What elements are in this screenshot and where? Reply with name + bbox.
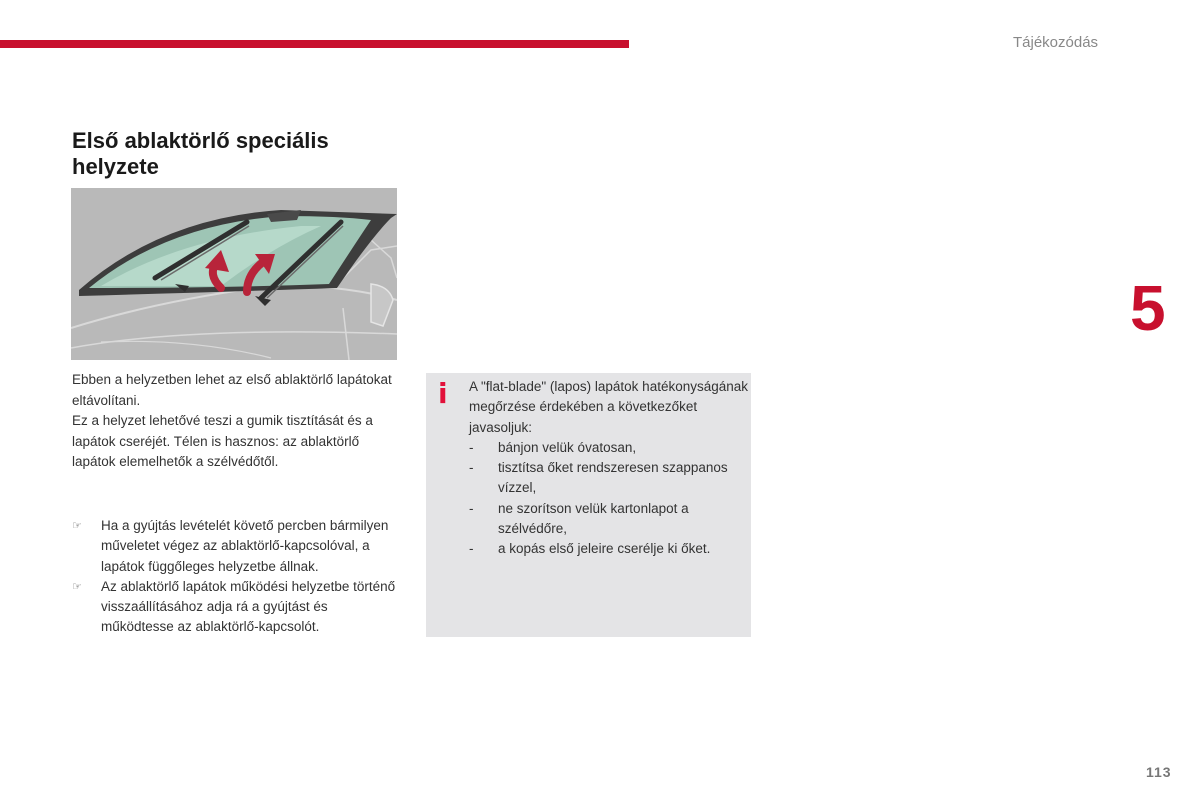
section-title: Tájékozódás [1013, 34, 1099, 51]
hand-pointer-icon: ☞ [72, 580, 82, 593]
info-list [469, 438, 749, 560]
instruction-text: Ha a gyújtás levételét követő percben bármilyen műveletet végez az ablaktörlő-kapcsolóval, a lapátok függőleges helyzetbe állnak. [101, 518, 389, 574]
info-icon: i [438, 377, 448, 410]
windscreen-wiper-illustration [71, 188, 397, 360]
info-list-item: - tisztítsa őket rendszeresen szappanos vízzel, [469, 460, 728, 496]
intro-line: Ebben a helyzetben lehet az első ablaktörlő lapátokat eltávolítani. [72, 372, 392, 408]
page-heading: Első ablaktörlő speciális helyzete [72, 128, 329, 179]
info-list-item: - ne szorítson velük kartonlapot a szélvédőre, [469, 500, 689, 537]
instruction-item [72, 516, 402, 577]
hand-pointer-icon: ☞ [72, 520, 82, 532]
instruction-item [72, 577, 402, 638]
intro-text [72, 370, 402, 473]
info-list-item: - bánjon velük óvatosan, [469, 439, 637, 455]
info-list-item: - a kopás első jeleire cserélje ki őket. [469, 541, 711, 557]
header-accent-bar [0, 40, 629, 48]
intro-line: Ez a helyzet lehetővé teszi a gumik tisztítását és a lapátok cseréjét. Télen is hasznos: az ablaktörlő lapátok elemelhetők a szélvédőtől. [72, 413, 373, 469]
page-number: 113 [1146, 764, 1172, 780]
instruction-text: Az ablaktörlő lapátok működési helyzetbe történő visszaállításához adja rá a gyújtást és működtesse az ablaktörlő-kapcsolót. [101, 578, 396, 635]
info-intro: A "flat-blade" (lapos) lapátok hatékonyságának megőrzése érdekében a következőket javasoljuk: [469, 379, 749, 435]
info-box [426, 373, 751, 637]
instruction-list [72, 516, 402, 638]
chapter-number: 5 [1130, 272, 1166, 344]
